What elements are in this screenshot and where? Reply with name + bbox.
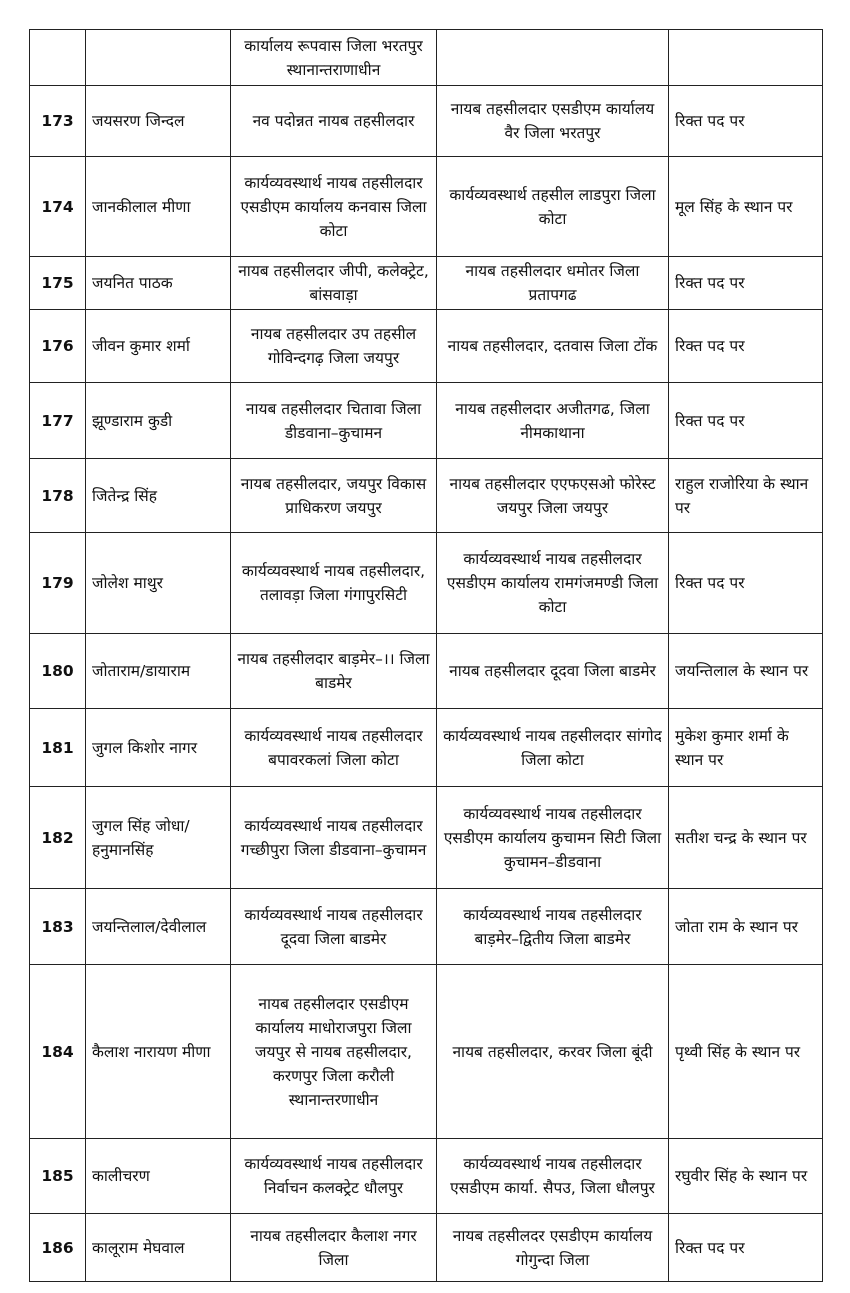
remark: रिक्त पद पर <box>669 1214 823 1282</box>
current-posting: कार्यव्यवस्थार्थ नायब तहसीलदार निर्वाचन कलक्ट्रेट धौलपुर <box>231 1139 437 1214</box>
remark: रिक्त पद पर <box>669 86 823 157</box>
remark: मुकेश कुमार शर्मा के स्थान पर <box>669 709 823 787</box>
serial-number: 186 <box>30 1214 86 1282</box>
officer-name: जोताराम/डायाराम <box>86 634 231 709</box>
officer-name: झूण्डाराम कुडी <box>86 383 231 459</box>
remark: रिक्त पद पर <box>669 383 823 459</box>
new-posting: नायब तहसीलदर एसडीएम कार्यालय गोगुन्दा जिला <box>437 1214 669 1282</box>
new-posting: नायब तहसीलदार, करवर जिला बूंदी <box>437 965 669 1139</box>
serial-number: 179 <box>30 533 86 634</box>
new-posting: नायब तहसीलदार अजीतगढ, जिला नीमकाथाना <box>437 383 669 459</box>
officer-name: जितेन्द्र सिंह <box>86 459 231 533</box>
serial-number: 176 <box>30 310 86 383</box>
current-posting: नायब तहसीलदार बाड़मेर–।। जिला बाडमेर <box>231 634 437 709</box>
new-posting: नायब तहसीलदार, दतवास जिला टोंक <box>437 310 669 383</box>
officer-name: जयन्तिलाल/देवीलाल <box>86 889 231 965</box>
current-posting: नायब तहसीलदार, जयपुर विकास प्राधिकरण जयपुर <box>231 459 437 533</box>
new-posting: कार्यव्यवस्थार्थ नायब तहसीलदार एसडीएम कार्यालय कुचामन सिटी जिला कुचामन–डीडवाना <box>437 787 669 889</box>
new-posting: नायब तहसीलदार एएफएसओ फोरेस्ट जयपुर जिला जयपुर <box>437 459 669 533</box>
serial-number: 182 <box>30 787 86 889</box>
current-posting: नव पदोन्नत नायब तहसीलदार <box>231 86 437 157</box>
current-posting: नायब तहसीलदार एसडीएम कार्यालय माधोराजपुरा जिला जयपुर से नायब तहसीलदार, करणपुर जिला करौली स्थानान्तरणाधीन <box>231 965 437 1139</box>
current-posting: कार्यव्यवस्थार्थ नायब तहसीलदार गच्छीपुरा जिला डीडवाना–कुचामन <box>231 787 437 889</box>
table-row <box>30 257 823 310</box>
table-row <box>30 383 823 459</box>
serial-number: 184 <box>30 965 86 1139</box>
table-row <box>30 965 823 1139</box>
officer-name: जोलेश माथुर <box>86 533 231 634</box>
remark: रिक्त पद पर <box>669 310 823 383</box>
current-posting: कार्यव्यवस्थार्थ नायब तहसीलदार एसडीएम कार्यालय कनवास जिला कोटा <box>231 157 437 257</box>
serial-number: 181 <box>30 709 86 787</box>
table-row <box>30 709 823 787</box>
new-posting: कार्यव्यवस्थार्थ नायब तहसीलदार एसडीएम कार्यालय रामगंजमण्डी जिला कोटा <box>437 533 669 634</box>
remark <box>669 30 823 86</box>
serial-number: 183 <box>30 889 86 965</box>
table-row <box>30 310 823 383</box>
table-row <box>30 889 823 965</box>
remark: सतीश चन्द्र के स्थान पर <box>669 787 823 889</box>
new-posting: कार्यव्यवस्थार्थ नायब तहसीलदार एसडीएम कार्या. सैपउ, जिला धौलपुर <box>437 1139 669 1214</box>
remark: रघुवीर सिंह के स्थान पर <box>669 1139 823 1214</box>
remark: राहुल राजोरिया के स्थान पर <box>669 459 823 533</box>
officer-name: जीवन कुमार शर्मा <box>86 310 231 383</box>
table-row <box>30 157 823 257</box>
current-posting: नायब तहसीलदार जीपी, कलेक्ट्रेट, बांसवाड़ा <box>231 257 437 310</box>
serial-number: 177 <box>30 383 86 459</box>
current-posting: कार्यव्यवस्थार्थ नायब तहसीलदार बपावरकलां जिला कोटा <box>231 709 437 787</box>
serial-number: 185 <box>30 1139 86 1214</box>
remark: जयन्तिलाल के स्थान पर <box>669 634 823 709</box>
new-posting: कार्यव्यवस्थार्थ तहसील लाडपुरा जिला कोटा <box>437 157 669 257</box>
serial-number <box>30 30 86 86</box>
serial-number: 174 <box>30 157 86 257</box>
table-row <box>30 787 823 889</box>
current-posting: नायब तहसीलदार कैलाश नगर जिला <box>231 1214 437 1282</box>
officer-name: कालूराम मेघवाल <box>86 1214 231 1282</box>
current-posting: कार्यव्यवस्थार्थ नायब तहसीलदार दूदवा जिला बाडमेर <box>231 889 437 965</box>
officer-name: जुगल सिंह जोधा/ हनुमानसिंह <box>86 787 231 889</box>
new-posting <box>437 30 669 86</box>
new-posting: नायब तहसीलदार धमोतर जिला प्रतापगढ <box>437 257 669 310</box>
new-posting: नायब तहसीलदार दूदवा जिला बाडमेर <box>437 634 669 709</box>
remark: पृथ्वी सिंह के स्थान पर <box>669 965 823 1139</box>
officer-name: जुगल किशोर नागर <box>86 709 231 787</box>
table-row <box>30 1139 823 1214</box>
officer-name: जयसरण जिन्दल <box>86 86 231 157</box>
officer-name <box>86 30 231 86</box>
table-row <box>30 459 823 533</box>
table-row <box>30 634 823 709</box>
table-body <box>30 30 823 1282</box>
table-row <box>30 86 823 157</box>
table-row <box>30 533 823 634</box>
serial-number: 173 <box>30 86 86 157</box>
current-posting: नायब तहसीलदार चितावा जिला डीडवाना–कुचामन <box>231 383 437 459</box>
new-posting: कार्यव्यवस्थार्थ नायब तहसीलदार बाड़मेर–द्वितीय जिला बाडमेर <box>437 889 669 965</box>
current-posting: कार्यालय रूपवास जिला भरतपुर स्थानान्तराणाधीन <box>231 30 437 86</box>
current-posting: नायब तहसीलदार उप तहसील गोविन्दगढ़ जिला जयपुर <box>231 310 437 383</box>
table-row <box>30 1214 823 1282</box>
serial-number: 175 <box>30 257 86 310</box>
serial-number: 178 <box>30 459 86 533</box>
officer-name: कैलाश नारायण मीणा <box>86 965 231 1139</box>
officer-name: कालीचरण <box>86 1139 231 1214</box>
transfer-table <box>29 29 823 1282</box>
table-row <box>30 30 823 86</box>
officer-name: जानकीलाल मीणा <box>86 157 231 257</box>
new-posting: कार्यव्यवस्थार्थ नायब तहसीलदार सांगोद जिला कोटा <box>437 709 669 787</box>
current-posting: कार्यव्यवस्थार्थ नायब तहसीलदार, तलावड़ा जिला गंगापुरसिटी <box>231 533 437 634</box>
new-posting: नायब तहसीलदार एसडीएम कार्यालय वैर जिला भरतपुर <box>437 86 669 157</box>
serial-number: 180 <box>30 634 86 709</box>
remark: रिक्त पद पर <box>669 533 823 634</box>
remark: रिक्त पद पर <box>669 257 823 310</box>
officer-name: जयनित पाठक <box>86 257 231 310</box>
remark: मूल सिंह के स्थान पर <box>669 157 823 257</box>
remark: जोता राम के स्थान पर <box>669 889 823 965</box>
